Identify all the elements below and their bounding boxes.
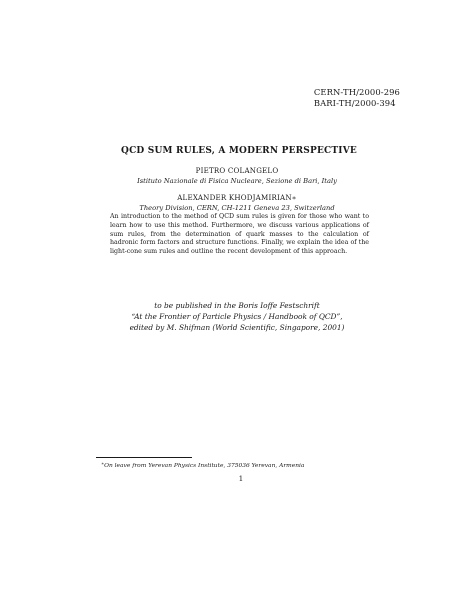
author-name: ALEXANDER KHODJAMIRIAN∗: [177, 193, 297, 202]
footnote-mark: ∗: [101, 462, 105, 467]
report-number-bari: BARI-TH/2000-394: [313, 97, 396, 108]
report-number-cern: CERN-TH/2000-296: [313, 87, 400, 97]
footnote-rule: [96, 457, 192, 458]
author-affiliation: Istituto Nazionale di Fisica Nucleare, Sezione di Bari, Italy: [137, 177, 337, 185]
author-name: PIETRO COLANGELO: [195, 166, 279, 175]
page-number: 1: [238, 474, 244, 483]
publication-note-line: “At the Frontier of Particle Physics / Handbook of QCD”,: [131, 312, 343, 321]
author-affiliation: Theory Division, CERN, CH-1211 Geneva 23, Switzerland: [139, 204, 335, 212]
report-numbers: [314, 87, 400, 109]
publication-note: [0, 300, 474, 333]
footnote-text: On leave from Yerevan Physics Institute, 375036 Yerevan, Armenia: [104, 463, 305, 469]
author-block-khodjamirian: [0, 193, 474, 213]
publication-note-line: edited by M. Shifman (World Scientific, Singapore, 2001): [129, 323, 345, 332]
paper-title: QCD SUM RULES, A MODERN PERSPECTIVE: [121, 146, 357, 156]
author-block-colangelo: [0, 166, 474, 186]
footnote: [101, 461, 304, 470]
abstract: An introduction to the method of QCD sum rules is given for those who want to learn how to use this method. Furthermore, we discuss various applications of sum rules, from the determination of quark masses to the calculation of hadronic form factors and structure functions. Finally, we explain the idea of the light-cone sum rules and outline the recent development of this approach.: [110, 213, 369, 256]
publication-note-line: to be published in the Boris Ioffe Festschrift: [154, 301, 320, 310]
